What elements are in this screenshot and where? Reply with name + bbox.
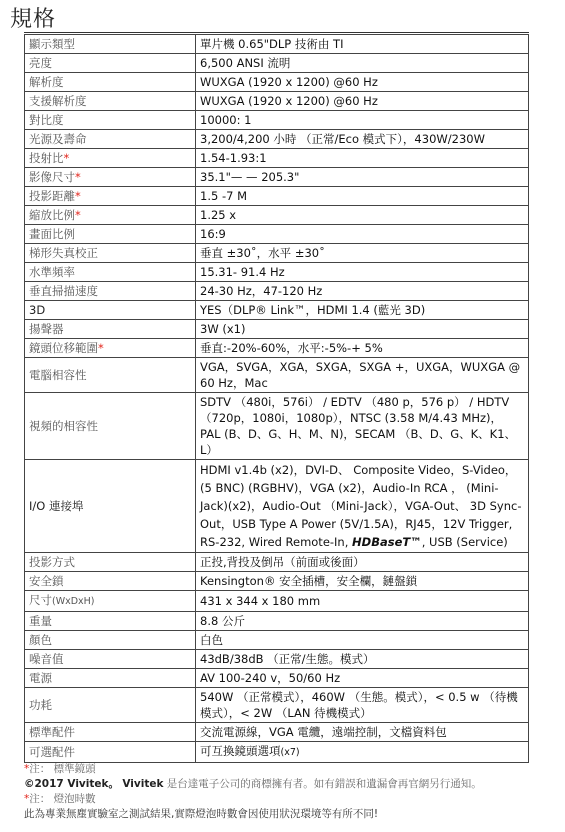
spec-value-cell (196, 650, 529, 669)
spec-row (25, 631, 529, 650)
spec-label-cell (25, 244, 196, 263)
spec-value-cell (196, 301, 529, 320)
spec-label: 縮放比例 (29, 208, 75, 222)
spec-value: 16:9 (200, 227, 226, 241)
spec-label: 顏色 (29, 633, 52, 647)
spec-label-cell (25, 320, 196, 339)
spec-value-cell (196, 130, 529, 149)
spec-label: 電源 (29, 671, 52, 685)
spec-label: 影像尺寸 (29, 170, 75, 184)
spec-label-cell (25, 723, 196, 742)
spec-row (25, 572, 529, 591)
spec-table (24, 34, 529, 763)
spec-label: 解析度 (29, 75, 64, 89)
spec-label: 投射比 (29, 151, 64, 165)
spec-value-cell (196, 572, 529, 591)
spec-value: 正投,背投及倒吊（前面或後面） (200, 555, 365, 569)
spec-label: 電腦相容性 (29, 368, 87, 382)
spec-value-cell (196, 244, 529, 263)
spec-label-cell (25, 225, 196, 244)
spec-label-cell (25, 263, 196, 282)
spec-label: 揚聲器 (29, 322, 64, 336)
spec-label-cell (25, 612, 196, 631)
spec-value: 540W （正常模式），460W （生態。模式），< 0.5 w （待機模式），< 2W （LAN 待機模式） (200, 690, 518, 720)
spec-label-cell (25, 591, 196, 612)
spec-label: 投影方式 (29, 555, 75, 569)
spec-row (25, 320, 529, 339)
spec-value-cell (196, 631, 529, 650)
spec-label: 支援解析度 (29, 94, 87, 108)
page-title: 規格 (10, 7, 57, 32)
spec-value: 單片機 0.65"DLP 技術由 TI (200, 37, 344, 51)
spec-value-cell (196, 612, 529, 631)
spec-value-cell (196, 54, 529, 73)
spec-value: 431 x 344 x 180 mm (200, 594, 321, 608)
spec-value-cell (196, 553, 529, 572)
spec-value: SDTV （480i，576i） / EDTV （480 p，576 p） / HDTV （720p，1080i，1080p），NTSC (3.58 M/4.43 MHz)，PAL (B、D、G、H、M、N)，SECAM （B、D、G、K、K1、L） (200, 395, 517, 457)
spec-row (25, 460, 529, 553)
note-lamp-hours (24, 792, 96, 806)
spec-row (25, 723, 529, 742)
spec-value: 10000: 1 (200, 113, 252, 127)
spec-label-cell (25, 742, 196, 763)
spec-label-unit: (WxDxH) (52, 596, 95, 607)
footnote-star: * (63, 151, 70, 165)
spec-value-cell (196, 688, 529, 723)
spec-row (25, 244, 529, 263)
spec-label-cell (25, 54, 196, 73)
spec-value: 3W (x1) (200, 322, 246, 336)
spec-value-cell (196, 187, 529, 206)
spec-label-cell (25, 631, 196, 650)
spec-value: 白色 (200, 633, 223, 647)
spec-label-cell (25, 111, 196, 130)
spec-value: WUXGA (1920 x 1200) @60 Hz (200, 75, 378, 89)
spec-label: 亮度 (29, 56, 52, 70)
spec-label: 水準頻率 (29, 265, 75, 279)
spec-row (25, 650, 529, 669)
spec-value: Kensington® 安全插槽，安全欄，鏈盤鎖 (200, 574, 418, 588)
spec-label: 功耗 (29, 698, 52, 712)
footnote-star: * (75, 170, 81, 184)
spec-row (25, 168, 529, 187)
spec-label-cell (25, 206, 196, 225)
note-test-disclaimer (24, 807, 378, 821)
spec-value: YES（DLP® Link™，HDMI 1.4 (藍光 3D) (200, 303, 426, 317)
spec-value: 垂直 ±30˚，水平 ±30˚ (200, 246, 325, 260)
spec-label-cell (25, 130, 196, 149)
spec-value: 3,200/4,200 小時 （正常/Eco 模式下），430W/230W (200, 132, 485, 146)
hdbaset-logo-text: HDBaseT™ (352, 535, 422, 549)
spec-value-cell (196, 591, 529, 612)
spec-row (25, 225, 529, 244)
spec-label-cell (25, 339, 196, 358)
spec-label-cell (25, 73, 196, 92)
spec-row (25, 263, 529, 282)
spec-value-count: (x7) (280, 747, 300, 758)
spec-label-cell (25, 35, 196, 54)
spec-row (25, 688, 529, 723)
spec-label-cell (25, 92, 196, 111)
spec-row (25, 282, 529, 301)
spec-row (25, 130, 529, 149)
spec-row (25, 358, 529, 393)
spec-value: VGA，SVGA，XGA，SXGA，SXGA +，UXGA，WUXGA @ 60 Hz，Mac (200, 360, 521, 390)
spec-value-cell (196, 111, 529, 130)
spec-value-cell (196, 149, 529, 168)
spec-label: 顯示類型 (29, 37, 75, 51)
note-star: * (24, 793, 30, 805)
spec-label: 標準配件 (29, 725, 75, 739)
spec-label: 視頻的相容性 (29, 419, 98, 433)
spec-value-tail: , USB (Service) (421, 535, 508, 549)
spec-row (25, 612, 529, 631)
spec-label-cell (25, 650, 196, 669)
spec-value-cell (196, 206, 529, 225)
spec-label-cell (25, 168, 196, 187)
spec-value-cell (196, 92, 529, 111)
disclaimer-text: 此為專業無塵實驗室之測試結果,實際燈泡時數會因使用狀況環境等有所不同! (24, 808, 379, 820)
spec-value: HDMI v1.4b (x2)，DVI-D、 Composite Video，S-Video， (5 BNC) (RGBHV)，VGA (x2)，Audio-In RCA ， (Mini-Jack)(x2)，Audio-Out （Mini-Jack），VGA-Out、 3D Sync-Out，USB Type A Power (5V/1.5A)，RJ45，12V Trigger, RS-232, Wired Remote-In, (200, 463, 522, 549)
spec-value: 交流電源線，VGA 電纜，遠端控制，文檔資料包 (200, 725, 447, 739)
copyright-prefix: ©2017 Vivitek。 (24, 778, 119, 790)
spec-value: 8.8 公斤 (200, 614, 245, 628)
spec-label-cell (25, 301, 196, 320)
spec-value-cell (196, 225, 529, 244)
spec-label: 鏡頭位移範圍 (29, 341, 98, 355)
spec-label-cell (25, 358, 196, 393)
spec-label-cell (25, 149, 196, 168)
brand-name: Vivitek (122, 778, 164, 790)
spec-row (25, 301, 529, 320)
spec-value: 1.25 x (200, 208, 237, 222)
spec-value-cell (196, 723, 529, 742)
spec-label-cell (25, 460, 196, 553)
note-standard-lens (24, 762, 96, 776)
spec-value-cell (196, 742, 529, 763)
copyright-text: 是台達電子公司的商標擁有者。如有錯誤和遺漏會再官網另行通知。 (163, 778, 482, 790)
spec-value-cell (196, 35, 529, 54)
spec-row (25, 111, 529, 130)
spec-label-cell (25, 669, 196, 688)
spec-value: 1.54-1.93:1 (200, 151, 267, 165)
title-divider (24, 32, 529, 33)
spec-label: 安全鎖 (29, 574, 64, 588)
spec-row (25, 206, 529, 225)
spec-label: 畫面比例 (29, 227, 75, 241)
spec-label: 對比度 (29, 113, 64, 127)
spec-label-cell (25, 688, 196, 723)
spec-value: 可互換鏡頭選項 (200, 744, 281, 758)
spec-row (25, 339, 529, 358)
spec-value: WUXGA (1920 x 1200) @60 Hz (200, 94, 378, 108)
spec-label: 垂直掃描速度 (29, 284, 98, 298)
spec-value-cell (196, 168, 529, 187)
spec-value-cell (196, 358, 529, 393)
spec-row (25, 742, 529, 763)
spec-row (25, 669, 529, 688)
spec-row (25, 187, 529, 206)
spec-row (25, 393, 529, 460)
spec-value-cell (196, 320, 529, 339)
spec-row (25, 35, 529, 54)
spec-value-cell (196, 263, 529, 282)
spec-label: 尺寸 (29, 593, 52, 607)
spec-row (25, 92, 529, 111)
spec-label: 可選配件 (29, 745, 75, 759)
spec-label: 梯形失真校正 (29, 246, 98, 260)
footnote-star: * (98, 341, 104, 355)
spec-value: 6,500 ANSI 流明 (200, 56, 291, 70)
spec-value: 43dB/38dB （正常/生態。模式） (200, 652, 375, 666)
spec-value-cell (196, 282, 529, 301)
spec-value-cell (196, 460, 529, 553)
note-text: 注： 標準鏡頭 (29, 763, 96, 775)
spec-label: 光源及壽命 (29, 132, 87, 146)
note-text: 注： 燈泡時數 (29, 793, 96, 805)
spec-value-cell (196, 73, 529, 92)
spec-row (25, 553, 529, 572)
spec-value-cell (196, 669, 529, 688)
spec-label-cell (25, 393, 196, 460)
spec-label: 噪音值 (29, 652, 64, 666)
footnote-star: * (75, 189, 81, 203)
spec-label-cell (25, 553, 196, 572)
spec-row (25, 73, 529, 92)
spec-label-cell (25, 572, 196, 591)
spec-row (25, 591, 529, 612)
footnote-star: * (75, 208, 81, 222)
spec-row (25, 54, 529, 73)
spec-value: 1.5 -7 M (200, 189, 247, 203)
spec-value-cell (196, 339, 529, 358)
spec-label: I/O 連接埠 (29, 499, 84, 513)
spec-row (25, 149, 529, 168)
spec-value-cell (196, 393, 529, 460)
spec-label-cell (25, 282, 196, 301)
spec-value: 15.31- 91.4 Hz (200, 265, 285, 279)
note-copyright (24, 777, 482, 791)
spec-label: 投影距離 (29, 189, 75, 203)
spec-label: 重量 (29, 614, 52, 628)
spec-label: 3D (29, 303, 46, 317)
spec-label-cell (25, 187, 196, 206)
spec-value: 垂直:-20%-60%，水平:-5%-+ 5% (200, 341, 383, 355)
spec-value: 24-30 Hz，47-120 Hz (200, 284, 323, 298)
note-star: * (24, 763, 30, 775)
spec-value: 35.1"— — 205.3" (200, 170, 300, 184)
spec-value: AV 100-240 v，50/60 Hz (200, 671, 341, 685)
